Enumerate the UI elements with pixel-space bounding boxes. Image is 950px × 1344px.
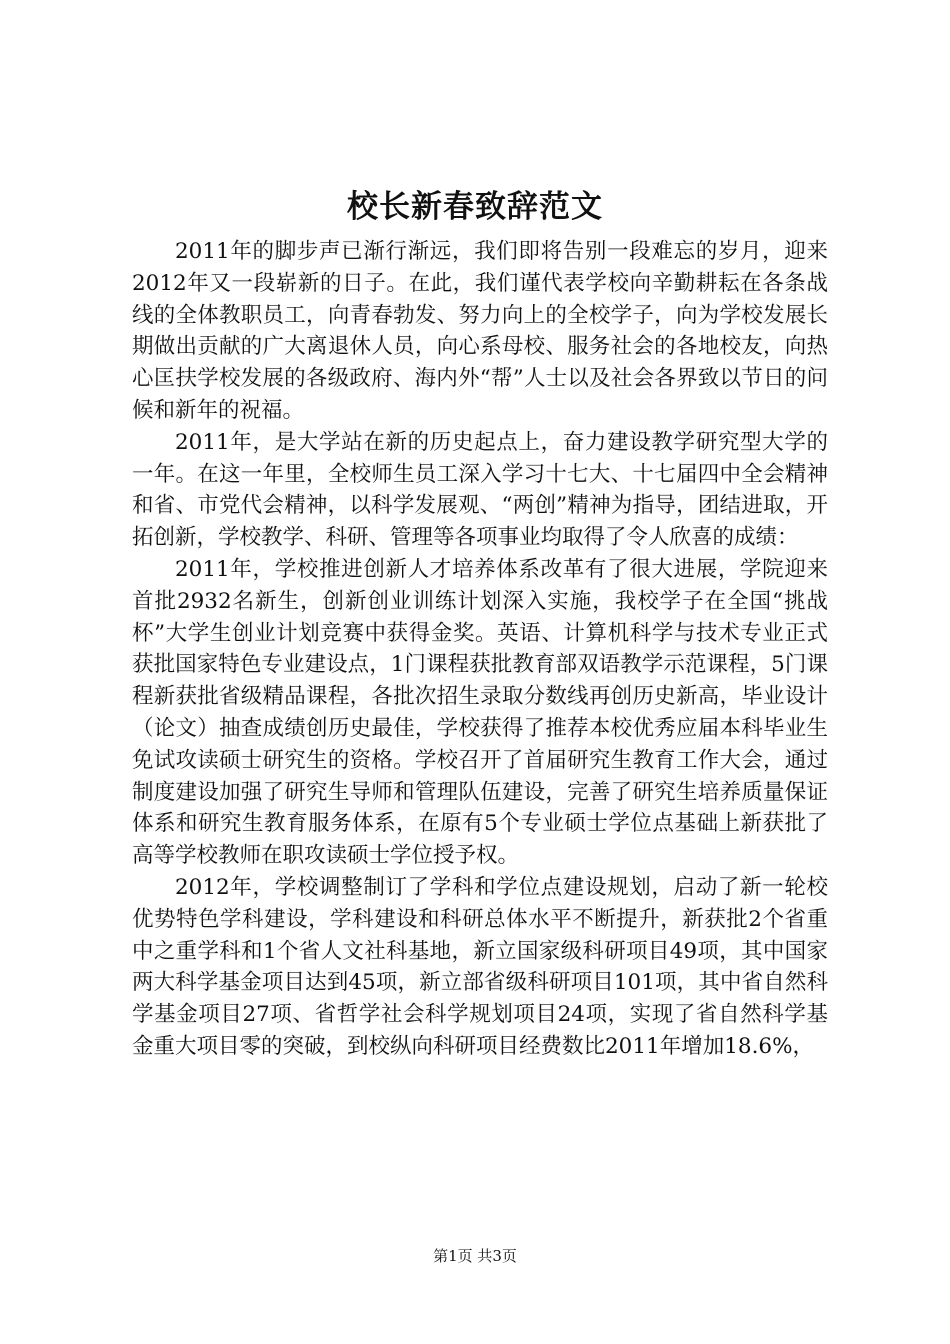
- paragraph: 2011年，学校推进创新人才培养体系改革有了很大进展，学院迎来首批2932名新生，创新创业训练计划深入实施，我校学子在全国“挑战杯”大学生创业计划竞赛中获得金奖。英语、计算机科学与技术专业正式获批国家特色专业建设点，1门课程获批教育部双语教学示范课程，5门课程新获批省级精品课程，各批次招生录取分数线再创历史新高，毕业设计（论文）抽查成绩创历史最佳，学校获得了推荐本校优秀应届本科毕业生免试攻读硕士研究生的资格。学校召开了首届研究生教育工作大会，通过制度建设加强了研究生导师和管理队伍建设，完善了研究生培养质量保证体系和研究生教育服务体系，在原有5个专业硕士学位点基础上新获批了高等学校教师在职攻读硕士学位授予权。: [132, 556, 828, 869]
- page-number: 第1页 共3页: [433, 1247, 517, 1265]
- paragraph: 2011年的脚步声已渐行渐远，我们即将告别一段难忘的岁月，迎来2012年又一段崭新的日子。在此，我们谨代表学校向辛勤耕耘在各条战线的全体教职员工，向青春勃发、努力向上的全校学子，向为学校发展长期做出贡献的广大离退休人员，向心系母校、服务社会的各地校友，向热心匡扶学校发展的各级政府、海内外“帮”人士以及社会各界致以节日的问候和新年的祝福。: [132, 239, 828, 423]
- document-body: [132, 236, 828, 1063]
- page-title: 校长新春致辞范文: [347, 189, 603, 225]
- paragraph: 2011年，是大学站在新的历史起点上，奋力建设教学研究型大学的一年。在这一年里，全校师生员工深入学习十七大、十七届四中全会精神和省、市党代会精神，以科学发展观、“两创”精神为指导，团结进取，开拓创新，学校教学、科研、管理等各项事业均取得了令人欣喜的成绩：: [132, 429, 828, 551]
- paragraph: 2012年，学校调整制订了学科和学位点建设规划，启动了新一轮校优势特色学科建设，学科建设和科研总体水平不断提升，新获批2个省重中之重学科和1个省人文社科基地，新立国家级科研项目49项，其中国家两大科学基金项目达到45项，新立部省级科研项目101项，其中省自然科学基金项目27项、省哲学社会科学规划项目24项，实现了省自然科学基金重大项目零的突破，到校纵向科研项目经费数比2011年增加18.6%，: [132, 874, 828, 1059]
